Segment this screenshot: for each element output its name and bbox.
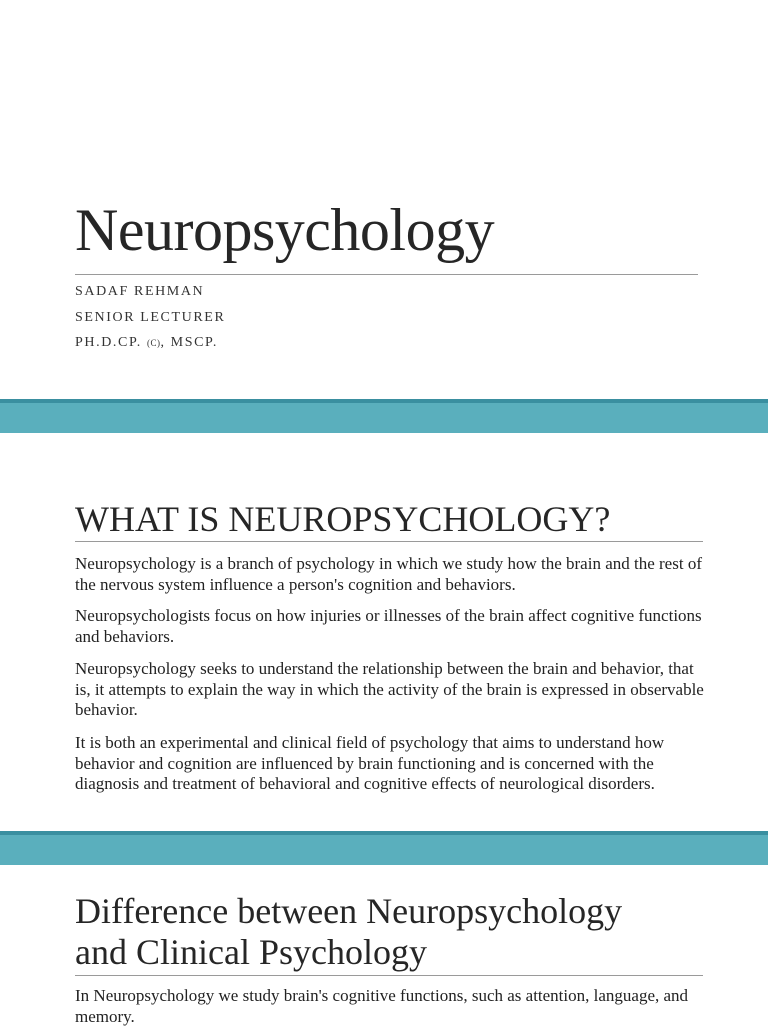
heading-rule (75, 541, 703, 542)
slide-divider (0, 831, 768, 865)
paragraph: In Neuropsychology we study brain's cognitive functions, such as attention, language, and memory. (75, 986, 689, 1026)
paragraph: Neuropsychologists focus on how injuries or illnesses of the brain affect cognitive functions and behaviors. (75, 606, 702, 646)
paragraph: Neuropsychology is a branch of psychology in which we study how the brain and the rest of the nervous system influence a person's cognition and behaviors. (75, 554, 702, 594)
slide-heading: WHAT IS NEUROPSYCHOLOGY? (75, 499, 611, 539)
credentials-candidate-mark: (C) (146, 338, 161, 348)
credentials-rest: , MSCP. (160, 335, 218, 350)
slide-title: Neuropsychology (75, 197, 495, 263)
credentials-main: PH.D.CP. (75, 335, 147, 350)
heading-line: Difference between Neuropsychology (75, 891, 623, 931)
paragraph: Neuropsychology seeks to understand the relationship between the brain and behavior, that is, it attempts to explain the way in which the activity of the brain is expressed in observable behavior. (75, 659, 704, 719)
slide-heading (75, 891, 622, 974)
content-slide (0, 865, 768, 1024)
content-slide (0, 433, 768, 831)
author-credentials (75, 336, 218, 350)
author-position: SENIOR LECTURER (75, 310, 226, 325)
title-rule (75, 274, 698, 275)
title-slide (0, 0, 768, 400)
slide-divider (0, 399, 768, 433)
author-name: SADAF REHMAN (75, 284, 205, 299)
paragraph: It is both an experimental and clinical field of psychology that aims to understand how behavior and cognition are influenced by brain functioning and is concerned with the diagnosis and treatment of behavioral and cognitive effects of neurological disorders. (75, 733, 665, 793)
heading-rule (75, 975, 703, 976)
heading-line: and Clinical Psychology (75, 932, 427, 973)
